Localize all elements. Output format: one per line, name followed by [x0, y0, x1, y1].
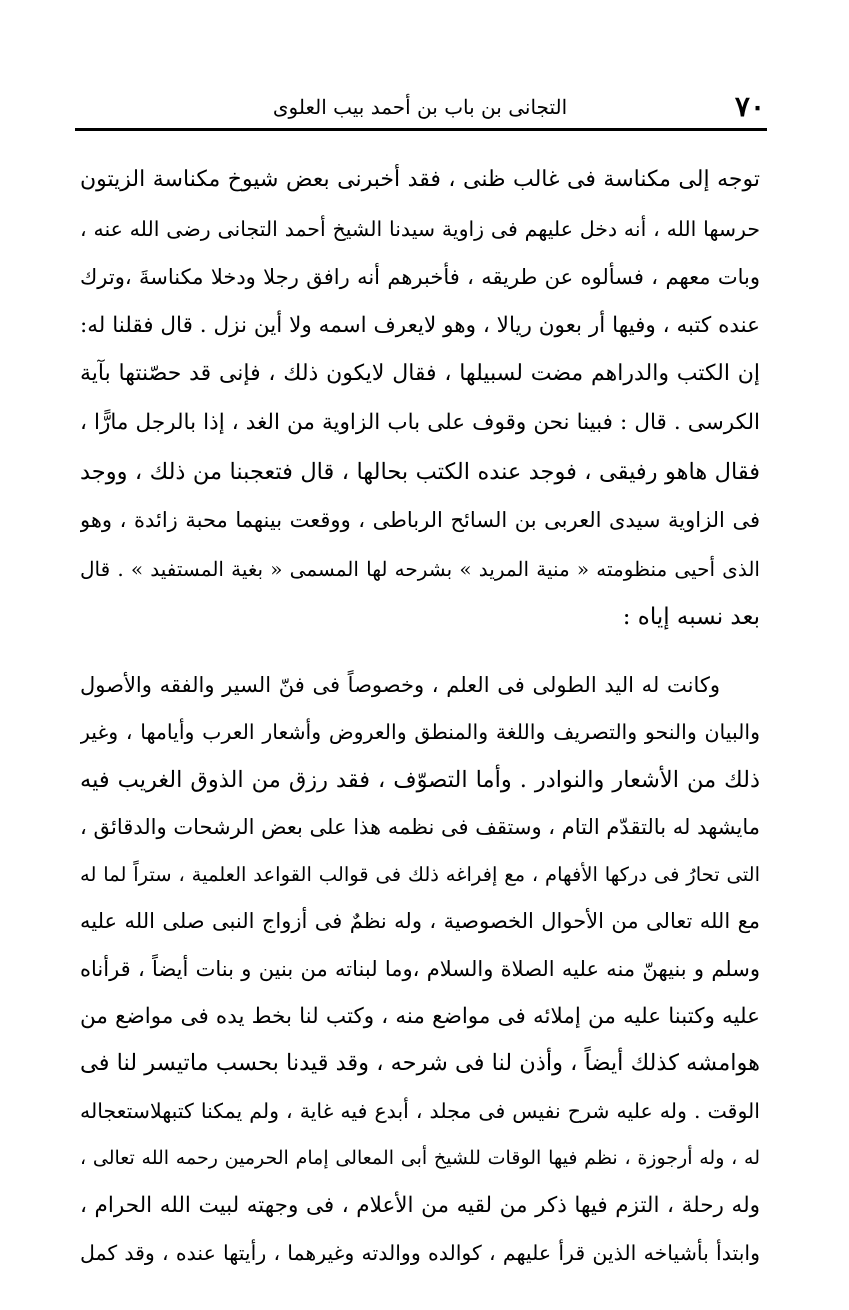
- text-line: له ، وله أرجوزة ، نظم فيها الوقات للشيخ أبى المعالى إمام الحرمين رحمه الله تعالى ،: [80, 1146, 760, 1169]
- text-line: إن الكتب والدراهم مضت لسبيلها ، فقال لايكون ذلك ، فإنى قد حصّنتها بآية: [80, 361, 760, 387]
- paragraph-1: [80, 156, 760, 642]
- text-line: الذى أحيى منظومته « منية المريد » بشرحه لها المسمى « بغية المستفيد » . قال: [80, 556, 760, 581]
- text-line: التى تحارُ فى دركها الأفهام ، مع إفراغه ذلك فى قوالب القواعد العلمية ، ستراً لما له: [80, 863, 760, 887]
- text-line: هوامشه كذلك أيضاً ، وأذن لنا فى شرحه ، وقد قيدنا بحسب ماتيسر لنا فى: [80, 1050, 760, 1077]
- text-line: عنده كتبه ، وفيها أر بعون ريالا ، وهو لايعرف اسمه ولا أين نزل . قال فقلنا له:: [80, 312, 760, 338]
- text-line: وبات معهم ، فسألوه عن طريقه ، فأخبرهم أنه رافق رجلا ودخلا مكناسةَ ،وترك: [80, 265, 760, 290]
- text-line: الوقت . وله عليه شرح نفيس فى مجلد ، أبدع فيه غاية ، ولم يمكنا كتبهلاستعجاله: [80, 1098, 760, 1123]
- text-line: بعد نسبه إياه :: [622, 604, 760, 631]
- text-line: ذلك من الأشعار والنوادر . وأما التصوّف ، فقد رزق من الذوق الغريب فيه: [80, 766, 760, 793]
- text-line: حرسها الله ، أنه دخل عليهم فى زاوية سيدنا الشيخ أحمد التجانى رضى الله عنه ،: [80, 216, 760, 241]
- text-line: وابتدأ بأشياخه الذين قرأ عليهم ، كوالده ووالدته وغيرهما ، رأيتها عنده ، وقد كمل: [80, 1240, 760, 1265]
- text-line: والبيان والنحو والتصريف واللغة والمنطق والعروض وأشعار العرب وأيامها ، وغير: [80, 720, 760, 745]
- page-number: ٧٠: [734, 90, 765, 123]
- running-title: التجانى بن باب بن أحمد بيب العلوى: [272, 95, 568, 119]
- text-line: الكرسى . قال : فبينا نحن وقوف على باب الزاوية من الغد ، إذا بالرجل مارًّا ،: [80, 409, 760, 435]
- paragraph-2: [80, 662, 760, 1277]
- text-line: مايشهد له بالتقدّم التام ، وستقف فى نظمه هذا على بعض الرشحات والدقائق ،: [80, 814, 760, 839]
- text-line: وسلم و بنيهنّ منه عليه الصلاة والسلام ،وما لبناته من بنين و بنات أيضاً ، قرأناه: [80, 956, 760, 981]
- text-line: عليه وكتبنا عليه من إملائه فى مواضع منه ، وكتب لنا بخط يده فى مواضع من: [80, 1004, 760, 1030]
- text-line: فقال هاهو رفيقى ، فوجد عنده الكتب بحالها ، قال فتعجبنا من ذلك ، ووجد: [80, 458, 760, 485]
- header-rule: [75, 128, 767, 131]
- text-line: وكانت له اليد الطولى فى العلم ، وخصوصاً فى فنّ السير والفقه والأصول: [80, 673, 720, 697]
- text-line: توجه إلى مكناسة فى غالب ظنى ، فقد أخبرنى بعض شيوخ مكناسة الزيتون: [80, 167, 760, 192]
- text-line: مع الله تعالى من الأحوال الخصوصية ، وله نظمٌ فى أزواج النبى صلى الله عليه: [80, 909, 760, 934]
- page-header: [75, 88, 765, 126]
- text-line: فى الزاوية سيدى العربى بن السائح الرباطى ، ووقعت بينهما محبة زائدة ، وهو: [80, 508, 760, 533]
- text-line: وله رحلة ، التزم فيها ذكر من لقيه من الأعلام ، فى وجهته لبيت الله الحرام ،: [80, 1193, 760, 1219]
